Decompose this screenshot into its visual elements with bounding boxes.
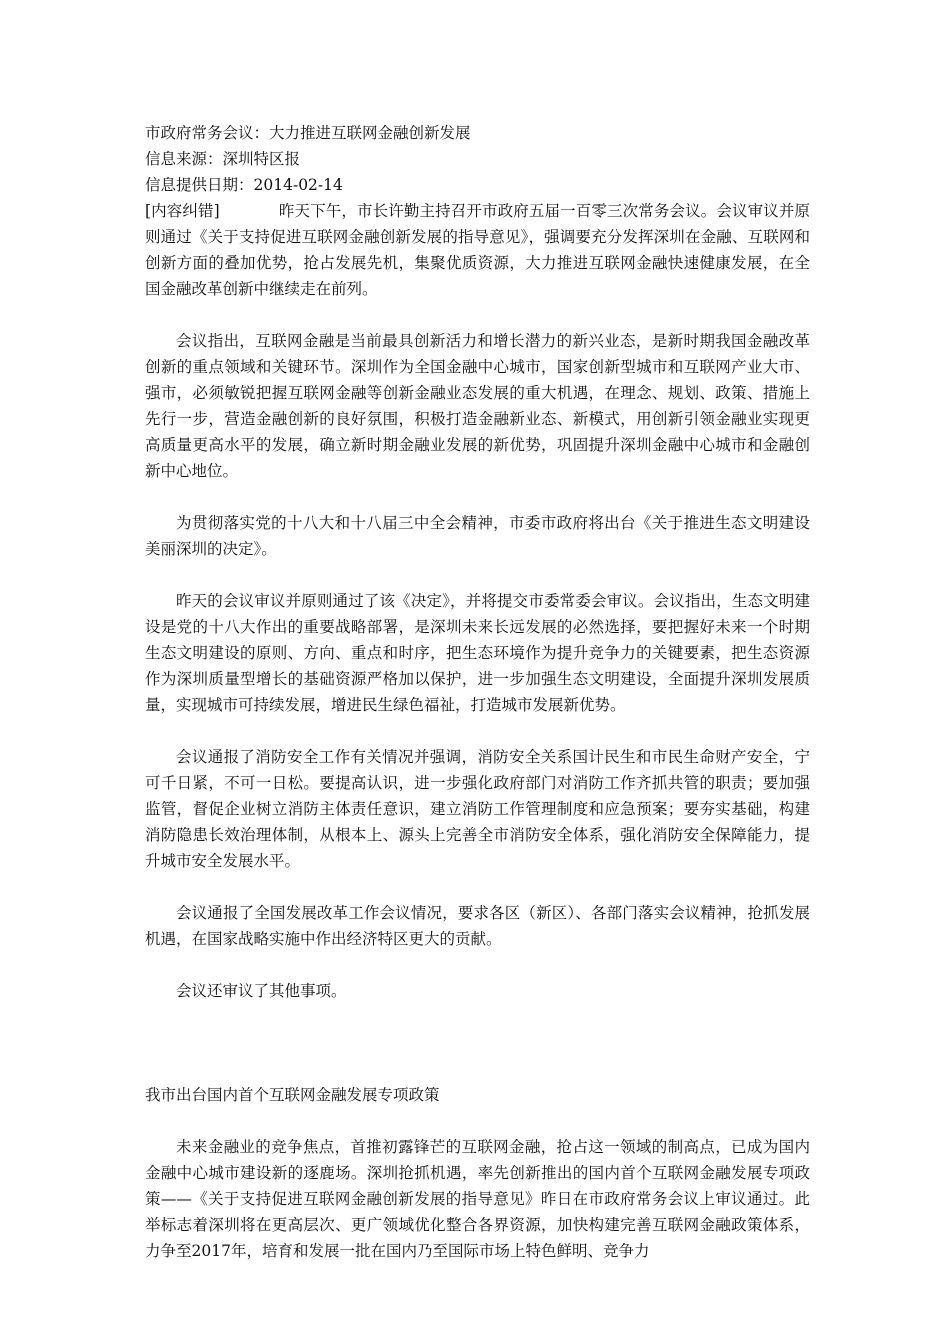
correction-link[interactable]: [内容纠错] [145,202,220,220]
date-label: 信息提供日期： [145,176,254,194]
source-line [145,146,810,172]
article-title: 市政府常务会议：大力推进互联网金融创新发展 [145,124,471,142]
paragraph-intro-text: 昨天下午，市长许勤主持召开市政府五届一百零三次常务会议。会议审议并原则通过《关于支持促进互联网金融创新发展的指导意见》，强调要充分发挥深圳在金融、互联网和创新方面的叠加优势，抢占发展先机，集聚优质资源，大力推进互联网金融快速健康发展，在全国金融改革创新中继续走在前列。 [145,202,810,298]
paragraph-section-1: 未来金融业的竞争焦点，首推初露锋芒的互联网金融，抢占这一领域的制高点，已成为国内金融中心城市建设新的逐鹿场。深圳抢抓机遇，率先创新推出的国内首个互联网金融发展专项政策——《关于支持促进互联网金融创新发展的指导意见》昨日在市政府常务会议上审议通过。此举标志着深圳将在更高层次、更广领域优化整合各界资源，加快构建完善互联网金融政策体系，力争至2017年，培育和发展一批在国内乃至国际市场上特色鲜明、竞争力 [145,1138,810,1260]
document-page [145,120,810,1264]
paragraph-5: 会议通报了消防安全工作有关情况并强调，消防安全关系国计民生和市民生命财产安全，宁可千日紧，不可一日松。要提高认识，进一步强化政府部门对消防工作齐抓共管的职责；要加强监管，督促企业树立消防主体责任意识，建立消防工作管理制度和应急预案；要夯实基础，构建消防隐患长效治理体制，从根本上、源头上完善全市消防安全体系，强化消防安全保障能力，提升城市安全发展水平。 [145,748,810,870]
paragraph-4: 昨天的会议审议并原则通过了该《决定》，并将提交市委常委会审议。会议指出，生态文明建设是党的十八大作出的重要战略部署，是深圳未来长远发展的必然选择，要把握好未来一个时期生态文明建设的原则、方向、重点和时序，把生态环境作为提升竞争力的关键要素，把生态资源作为深圳质量型增长的基础资源严格加以保护，进一步加强生态文明建设，全面提升深圳发展质量，实现城市可持续发展，增进民生绿色福祉，打造城市发展新优势。 [145,592,810,714]
date-value: 2014-02-14 [253,176,343,194]
source-label: 信息来源： [145,150,223,168]
section-title: 我市出台国内首个互联网金融发展专项政策 [145,1086,440,1104]
source-value: 深圳特区报 [222,150,301,168]
paragraph-7: 会议还审议了其他事项。 [176,982,347,1000]
date-line [145,172,810,198]
paragraph-6: 会议通报了全国发展改革工作会议情况，要求各区（新区）、各部门落实会议精神，抢抓发展机遇，在国家战略实施中作出经济特区更大的贡献。 [145,904,810,948]
paragraph-2: 会议指出，互联网金融是当前最具创新活力和增长潜力的新兴业态，是新时期我国金融改革创新的重点领域和关键环节。深圳作为全国金融中心城市，国家创新型城市和互联网产业大市、强市，必须敏锐把握互联网金融等创新金融业态发展的重大机遇，在理念、规划、政策、措施上先行一步，营造金融创新的良好氛围，积极打造金融新业态、新模式，用创新引领金融业实现更高质量更高水平的发展，确立新时期金融业发展的新优势，巩固提升深圳金融中心城市和金融创新中心地位。 [145,332,810,480]
paragraph-intro [145,198,810,302]
paragraph-3: 为贯彻落实党的十八大和十八届三中全会精神，市委市政府将出台《关于推进生态文明建设美丽深圳的决定》。 [145,514,810,558]
